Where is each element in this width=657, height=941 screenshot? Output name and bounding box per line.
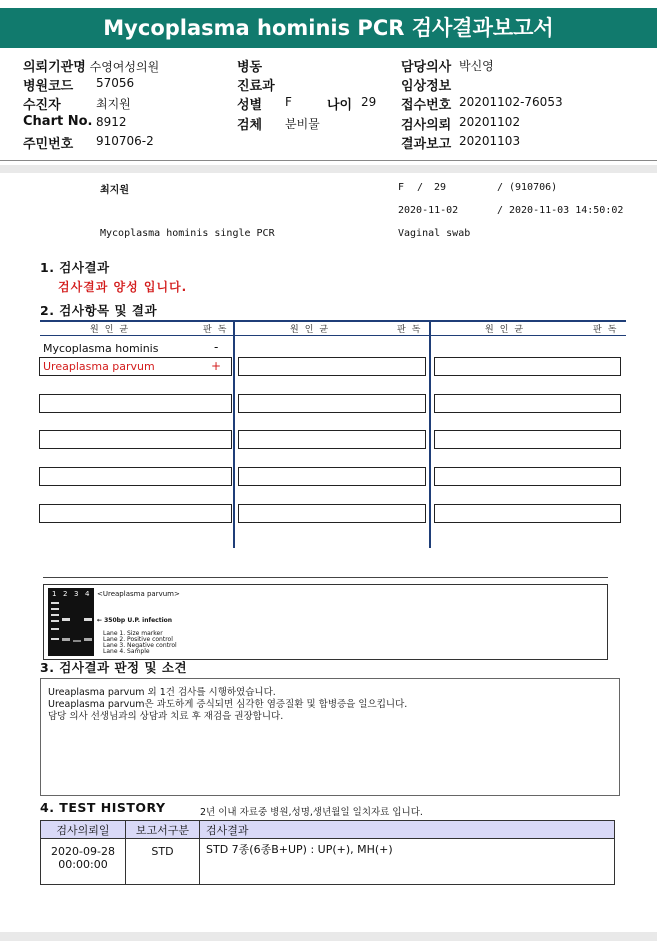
report-value: 20201103 (459, 134, 521, 148)
results-col-divider-2 (429, 320, 431, 548)
gel-legend-item: Lane 3. Negative control (103, 642, 177, 649)
results-col-divider-1 (233, 320, 235, 548)
empty-result-box (238, 467, 426, 486)
empty-result-box (434, 430, 621, 449)
request-label: 검사의뢰 (401, 118, 452, 133)
institution-value: 수영여성의원 (89, 60, 160, 74)
col-pathogen-1: 원인균 (90, 325, 135, 335)
gel-band (51, 628, 59, 630)
empty-result-box (434, 467, 621, 486)
empty-result-box (39, 467, 232, 486)
history-table (40, 820, 615, 885)
report-title: Mycoplasma hominis PCR 검사결과보고서 (0, 8, 657, 48)
history-col-result: 검사결과 (200, 821, 615, 839)
examinee-value: 최지원 (96, 97, 131, 111)
empty-result-box (238, 357, 426, 376)
col-judgement-1: 판독 (203, 325, 233, 335)
col-pathogen-3: 원인균 (485, 325, 530, 335)
gel-lane-number: 4 (85, 590, 90, 598)
section1-title: 1. 검사결과 (40, 260, 110, 275)
history-note: 2년 이내 자료중 병원,성명,생년월일 일치자료 입니다. (200, 807, 423, 818)
gel-band (51, 614, 59, 616)
history-col-type: 보고서구분 (126, 821, 200, 839)
sex-label: 성별 (237, 98, 263, 113)
col-pathogen-2: 원인균 (290, 325, 335, 335)
opinion-line: Ureaplasma parvum은 과도하게 증식되면 심각한 염증질환 및 합병증을 일으킵니다. (48, 699, 408, 710)
empty-result-box (238, 504, 426, 523)
pathogen-mycoplasma-hominis: Mycoplasma hominis (43, 342, 159, 355)
bottom-strip (0, 932, 657, 941)
history-date: 2020-09-28 (51, 845, 115, 858)
empty-result-box (39, 394, 232, 413)
empty-result-box (238, 394, 426, 413)
gel-band (84, 618, 92, 621)
gel-legend-item: Lane 4. Sample (103, 648, 150, 655)
hospital-code-label: 병원코드 (23, 79, 74, 94)
summary-sex: F (398, 182, 405, 193)
section2-title: 2. 검사항목 및 결과 (40, 303, 158, 318)
results-table-header-bottom (40, 335, 626, 336)
specimen-label: 검체 (237, 118, 263, 133)
gel-band (51, 608, 59, 610)
request-value: 20201102 (459, 115, 521, 129)
resident-value: 910706-2 (96, 134, 154, 148)
gel-divider (43, 577, 608, 578)
ward-label: 병동 (237, 60, 263, 75)
gel-lane-number: 3 (74, 590, 79, 598)
clinical-label: 임상정보 (401, 79, 452, 94)
top-strip (0, 165, 657, 173)
gel-legend-item: Lane 1. Size marker (103, 630, 163, 637)
header-divider (0, 160, 657, 161)
department-label: 진료과 (237, 79, 275, 94)
gel-band (51, 602, 59, 604)
opinion-line: 담당 의사 선생님과의 상담과 치료 후 재검을 권장합니다. (48, 711, 284, 722)
empty-result-box (39, 430, 232, 449)
gel-band-label: ← 350bp U.P. infection (97, 617, 173, 624)
gel-band (84, 638, 92, 641)
col-judgement-2: 판독 (397, 325, 427, 335)
chart-value: 8912 (96, 115, 127, 129)
opinion-line: Ureaplasma parvum 외 1건 검사를 시행하였습니다. (48, 687, 276, 698)
institution-label: 의뢰기관명 (23, 60, 86, 75)
summary-age: 29 (434, 182, 447, 193)
section3-title: 3. 검사결과 판정 및 소견 (40, 660, 188, 675)
empty-result-box (238, 430, 426, 449)
summary-date2: 2020-11-03 14:50:02 (509, 205, 624, 216)
gel-lane-number: 1 (52, 590, 57, 598)
history-type: STD (126, 839, 200, 885)
age-label: 나이 (327, 98, 353, 113)
empty-result-box (434, 394, 621, 413)
chart-label: Chart No. (23, 114, 93, 129)
age-value: 29 (361, 95, 377, 109)
summary-sep2: / (497, 182, 504, 193)
summary-specimen: Vaginal swab (398, 228, 471, 239)
hospital-code-row (23, 75, 73, 94)
receipt-label: 접수번호 (401, 98, 452, 113)
summary-date1: 2020-11-02 (398, 205, 459, 216)
gel-band (62, 618, 70, 621)
gel-band (51, 638, 59, 640)
positive-result: 검사결과 양성 입니다. (58, 280, 188, 294)
summary-name: 최지원 (100, 185, 129, 196)
doctor-value: 박신영 (459, 59, 494, 73)
history-col-date: 검사의뢰일 (41, 821, 126, 839)
result-mycoplasma-hominis: - (214, 340, 219, 354)
history-result: STD 7종(6종B+UP) : UP(+), MH(+) (200, 839, 615, 885)
col-judgement-3: 판독 (593, 325, 623, 335)
receipt-value: 20201102-76053 (459, 95, 563, 109)
gel-band (62, 638, 70, 641)
summary-test: Mycoplasma hominis single PCR (100, 228, 275, 239)
sex-value: F (285, 95, 292, 109)
gel-legend-item: Lane 2. Positive control (103, 636, 173, 643)
institution-row (23, 56, 159, 75)
doctor-label: 담당의사 (401, 60, 452, 75)
report-label: 결과보고 (401, 137, 452, 152)
gel-band (51, 620, 59, 622)
summary-sep1: / (417, 182, 424, 193)
hospital-code-value: 57056 (96, 76, 135, 90)
empty-result-box (434, 504, 621, 523)
resident-label: 주민번호 (23, 137, 74, 152)
pathogen-ureaplasma-parvum: Ureaplasma parvum (43, 360, 155, 373)
gel-band (73, 640, 81, 642)
summary-birth: (910706) (509, 182, 558, 193)
summary-sep3: / (497, 205, 504, 216)
table-row (41, 839, 615, 885)
empty-result-box (434, 357, 621, 376)
gel-electrophoresis-image (48, 588, 94, 656)
gel-lane-number: 2 (63, 590, 68, 598)
specimen-value: 분비물 (285, 117, 320, 131)
result-ureaplasma-parvum: + (211, 359, 222, 373)
empty-result-box (39, 504, 232, 523)
examinee-label: 수진자 (23, 98, 61, 113)
section4-title: 4. TEST HISTORY (40, 800, 166, 815)
history-time: 00:00:00 (58, 858, 108, 871)
history-date-cell (41, 839, 126, 885)
gel-title: <Ureaplasma parvum> (97, 590, 180, 598)
